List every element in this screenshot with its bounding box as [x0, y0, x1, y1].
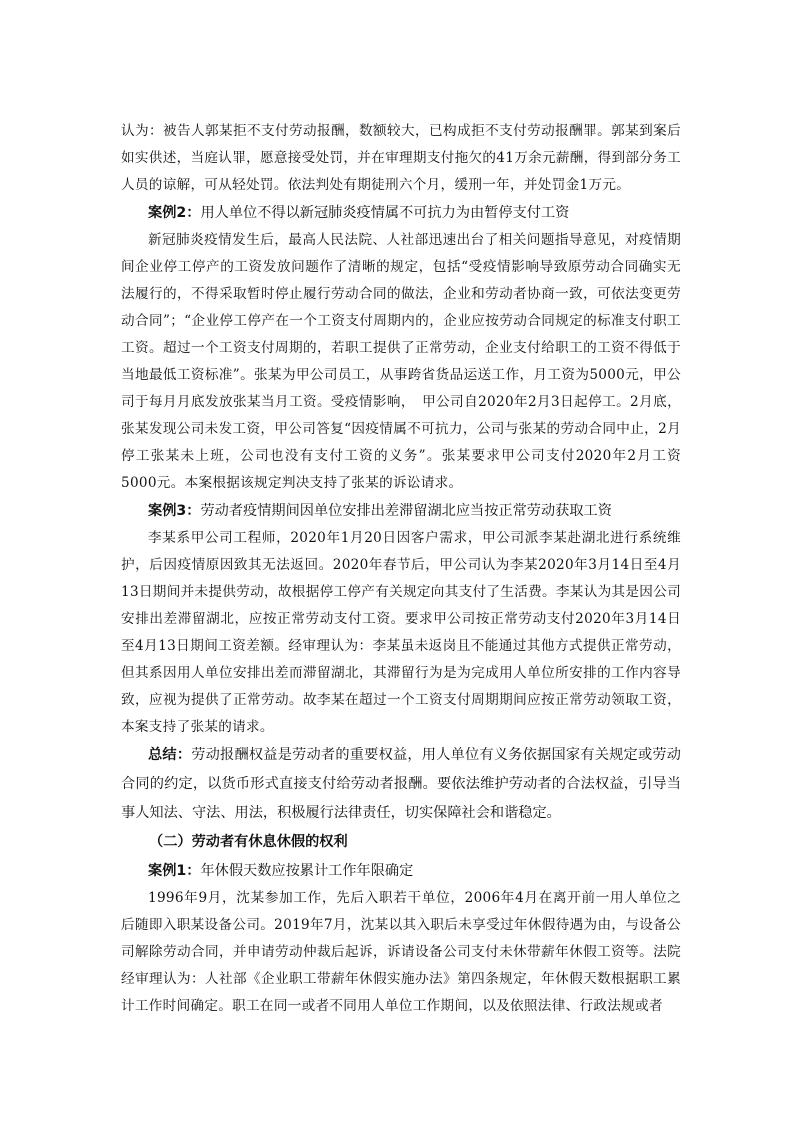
- case3-label: 案例3：: [148, 503, 201, 519]
- case2-title: 用人单位不得以新冠肺炎疫情属不可抗力为由暂停支付工资: [200, 205, 570, 221]
- case3-title: 劳动者疫情期间因单位安排出差滞留湖北应当按正常劳动获取工资: [200, 503, 612, 519]
- section-heading-rest-rights: （二）劳动者有休息休假的权利: [149, 834, 348, 850]
- paragraph-case3: 李某系甲公司工程师，2020年1月20日因客户需求，甲公司派李某赴湖北进行系统维护，后因疫情原因致其无法返回。2020年春节后，甲公司认为李某2020年3月14日至4月13日期间并未提供劳动，故根据停工停产有关规定向其支付了生活费。李某认为其是因公司安排出差滞留湖北，应按正常劳动支付工资。要求甲公司按正常劳动支付2020年3月14日至4月13日期间工资差额。经审理认为：李某虽未返岗且不能通过其他方式提供正常劳动，但其系因用人单位安排出差而滞留湖北，其滞留行为是为完成用人单位所安排的工作内容导致，应视为提供了正常劳动。故李某在超过一个工资支付周期期间应按正常劳动领取工资，本案支持了张某的请求。: [121, 530, 681, 735]
- case1b-heading: [121, 857, 681, 885]
- case2-label: 案例2：: [148, 205, 201, 221]
- document-body: [121, 118, 681, 1020]
- case2-heading: [121, 199, 681, 227]
- summary-text: 劳动报酬权益是劳动者的重要权益，用人单位有义务依据国家有关规定或劳动合同的约定，以货币形式直接支付给劳动者报酬。要依法维护劳动者的合法权益，引导当事人知法、守法、用法，积极履行法律责任，切实保障社会和谐稳定。: [121, 747, 681, 821]
- paragraph-case1b: 1996年9月，沈某参加工作，先后入职若干单位，2006年4月在离开前一用人单位之后随即入职某设备公司。2019年7月，沈某以其入职后未享受过年休假待遇为由，与设备公司解除劳动合同，并申请劳动仲裁后起诉，诉请设备公司支付未休带薪年休假工资等。法院经审理认为：人社部《企业职工带薪年休假实施办法》第四条规定，年休假天数根据职工累计工作时间确定。职工在同一或者不同用人单位工作期间，以及依照法律、行政法规或者: [121, 890, 681, 1014]
- case1b-label: 案例1：: [148, 863, 201, 879]
- case3-heading: [121, 497, 681, 525]
- paragraph-case1-verdict: 认为：被告人郭某拒不支付劳动报酬，数额较大，已构成拒不支付劳动报酬罪。郭某到案后如实供述，当庭认罪，愿意接受处罚，并在审理期支付拖欠的41万余元薪酬，得到部分务工人员的谅解，可从轻处罚。依法判处有期徒刑六个月，缓刑一年，并处罚金1万元。: [121, 123, 681, 193]
- case1b-title: 年休假天数应按累计工作年限确定: [200, 863, 414, 879]
- paragraph-case2: 新冠肺炎疫情发生后，最高人民法院、人社部迅速出台了相关问题指导意见，对疫情期间企业停工停产的工资发放问题作了清晰的规定，包括“受疫情影响导致原劳动合同确实无法履行的，不得采取暂时停止履行劳动合同的做法，企业和劳动者协商一致，可依法变更劳动合同”；“企业停工停产在一个工资支付周期内的，企业应按劳动合同规定的标准支付职工工资。超过一个工资支付周期的，若职工提供了正常劳动，企业支付给职工的工资不得低于当地最低工资标准”。张某为甲公司员工，从事跨省货品运送工作，月工资为5000元，甲公司于每月月底发放张某当月工资。受疫情影响， 甲公司自2020年2月3日起停工。2月底，张某发现公司未发工资，甲公司答复“因疫情属不可抗力，公司与张某的劳动合同中止，2月停工张某未上班，公司也没有支付工资的义务”。张某要求甲公司支付2020年2月工资5000元。本案根据该规定判决支持了张某的诉讼请求。: [121, 232, 681, 491]
- summary-paragraph: [121, 741, 681, 828]
- summary-label: 总结：: [148, 747, 192, 763]
